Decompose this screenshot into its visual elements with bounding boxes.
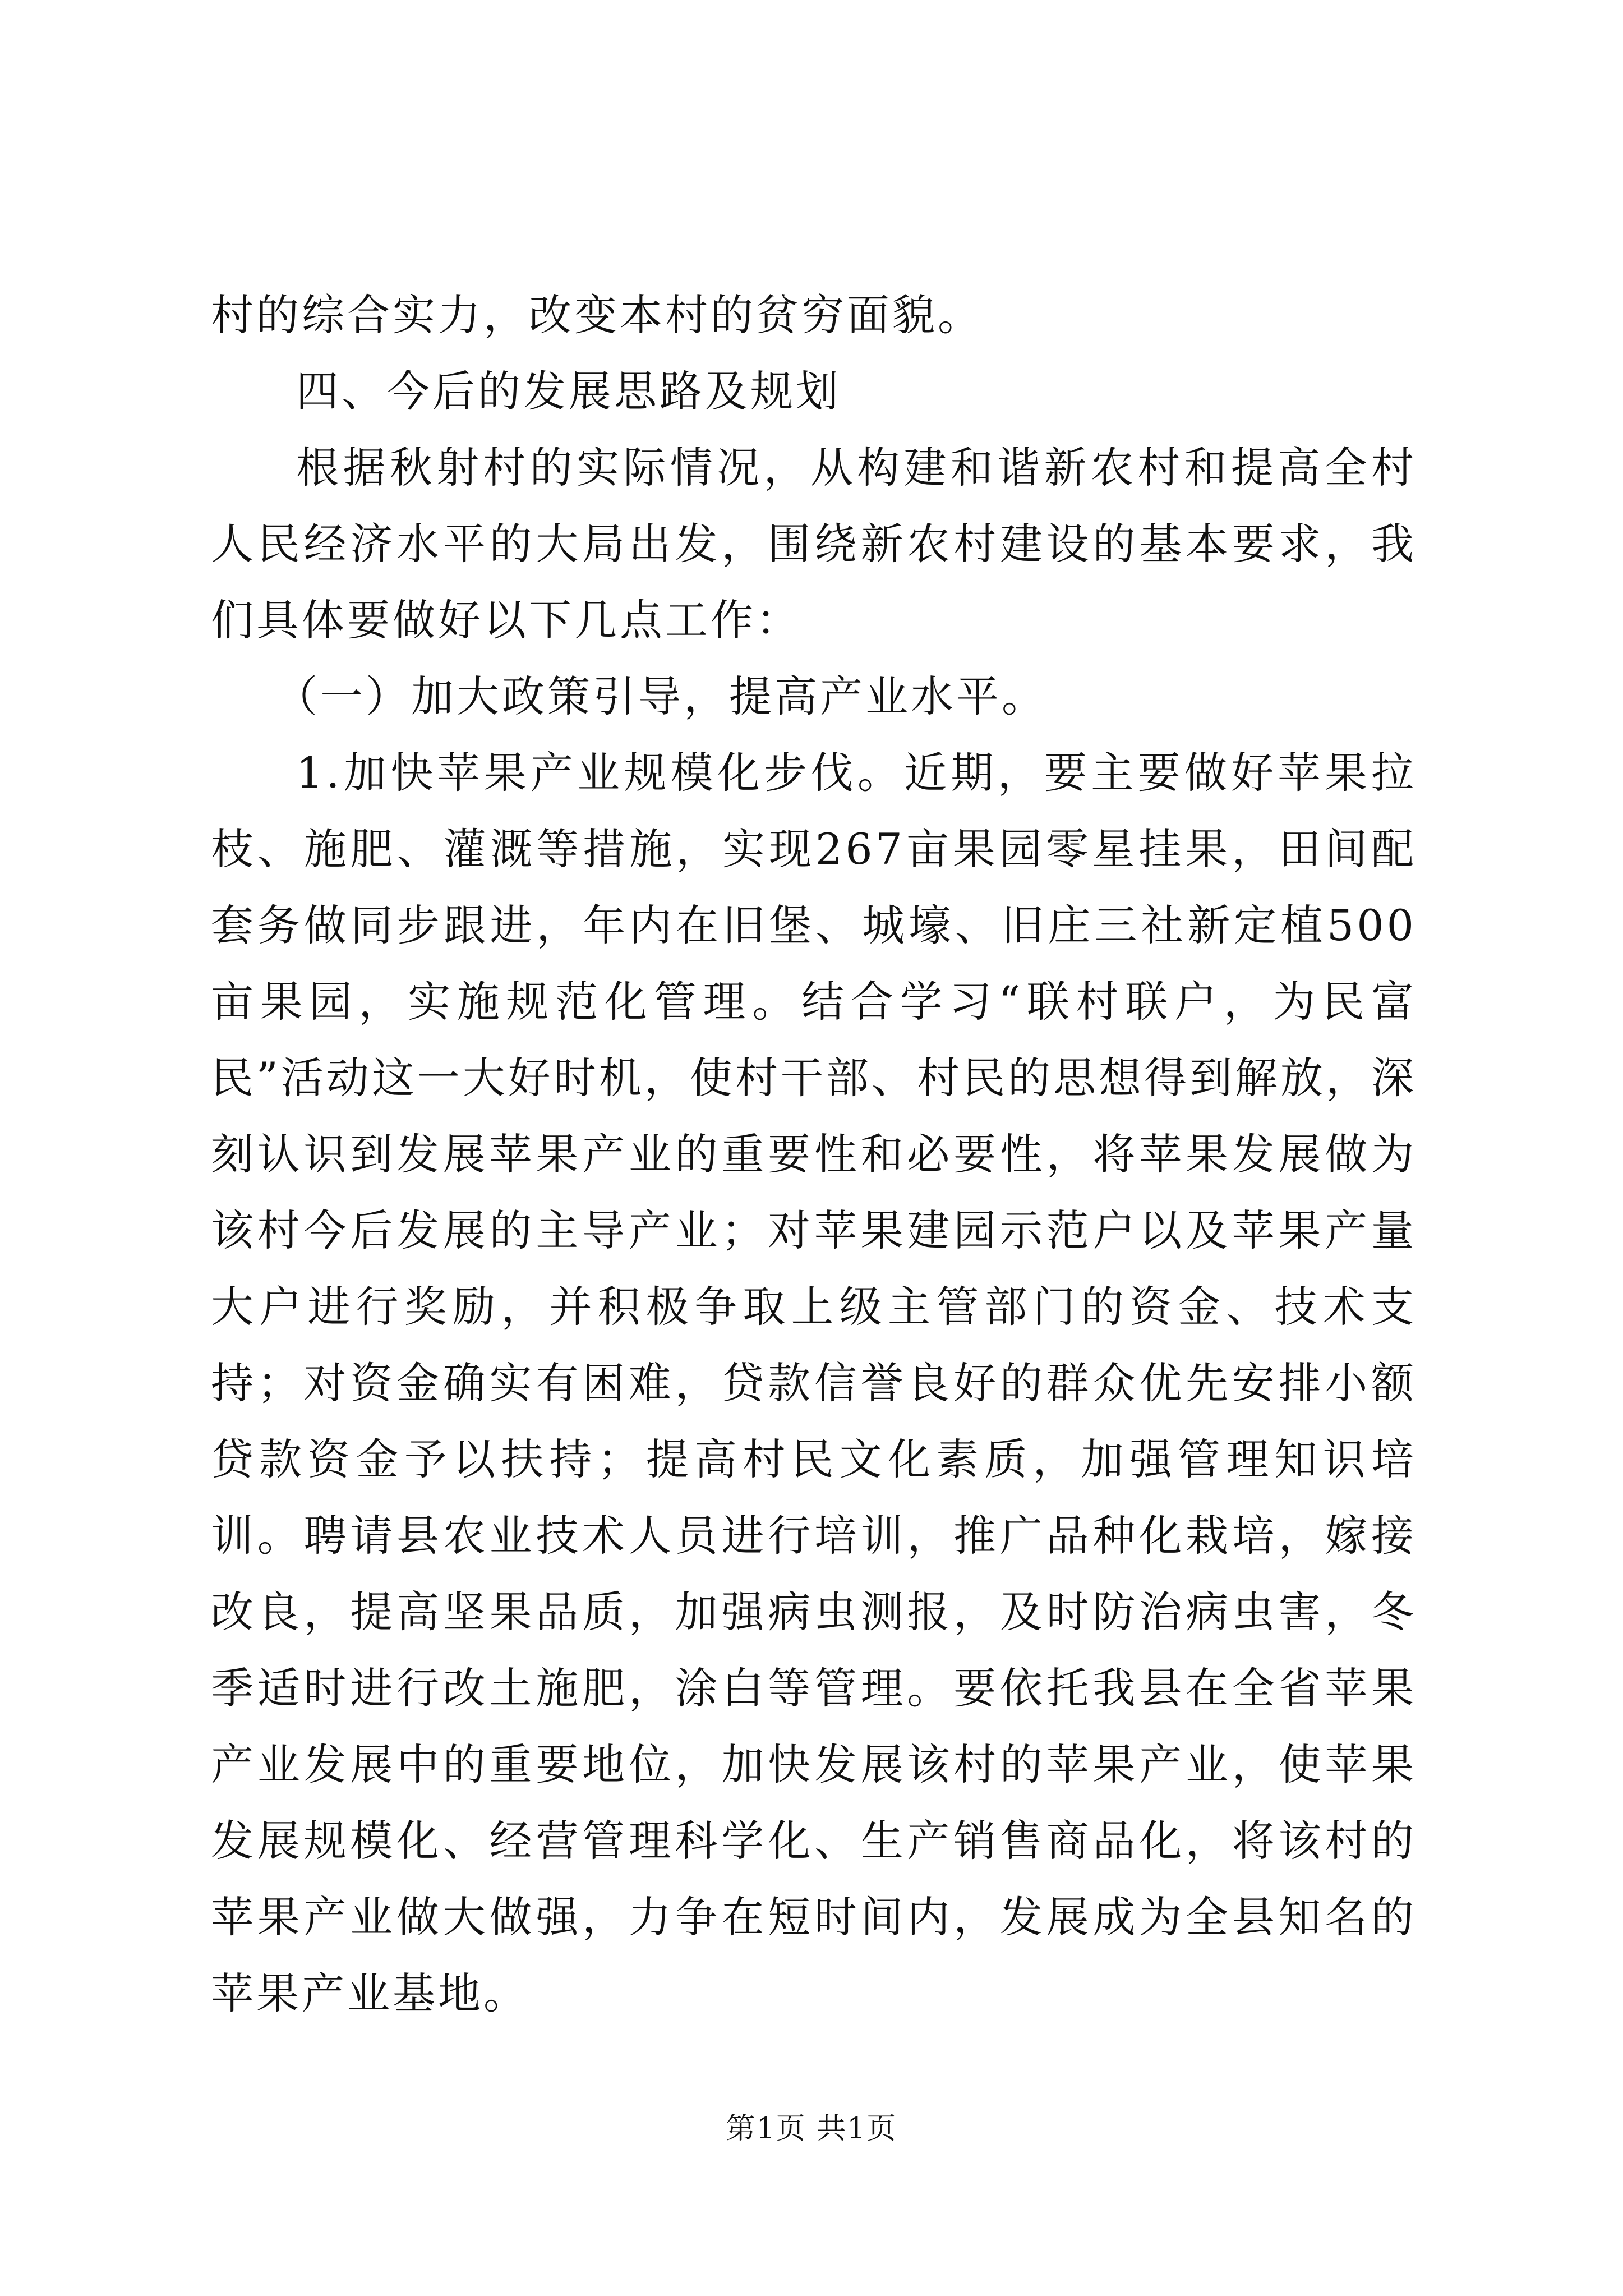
sub-heading: （一）加大政策引导，提高产业水平。 xyxy=(275,671,1047,721)
page-footer: 第1页 共1页 xyxy=(726,2112,897,2146)
document-body xyxy=(211,277,1417,2032)
section-heading: 四、今后的发展思路及规划 xyxy=(296,366,841,416)
paragraph-intro: 根据秋射村的实际情况，从构建和谐新农村和提高全村人民经济水平的大局出发，围绕新农村建设的基本要求，我们具体要做好以下几点工作： xyxy=(211,443,1417,645)
paragraph-apple-industry: 1.加快苹果产业规模化步伐。近期，要主要做好苹果拉枝、施肥、灌溉等措施，实现267亩果园零星挂果，田间配套务做同步跟进，年内在旧堡、城壕、旧庄三社新定植500亩果园，实施规范化管理。结合学习“联村联户，为民富民”活动这一大好时机，使村干部、村民的思想得到解放，深刻认识到发展苹果产业的重要性和必要性，将苹果发展做为该村今后发展的主导产业；对苹果建园示范户以及苹果产量大户进行奖励，并积极争取上级主管部门的资金、技术支持；对资金确实有困难，贷款信誉良好的群众优先安排小额贷款资金予以扶持；提高村民文化素质，加强管理知识培训。聘请县农业技术人员进行培训，推广品种化栽培，嫁接改良，提高坚果品质，加强病虫测报，及时防治病虫害，冬季适时进行改土施肥，涂白等管理。要依托我县在全省苹果产业发展中的重要地位，加快发展该村的苹果产业，使苹果发展规模化、经营管理科学化、生产销售商品化，将该村的苹果产业做大做强，力争在短时间内，发展成为全县知名的苹果产业基地。 xyxy=(211,748,1417,2018)
paragraph-continuation: 村的综合实力，改变本村的贫穷面貌。 xyxy=(211,290,983,340)
